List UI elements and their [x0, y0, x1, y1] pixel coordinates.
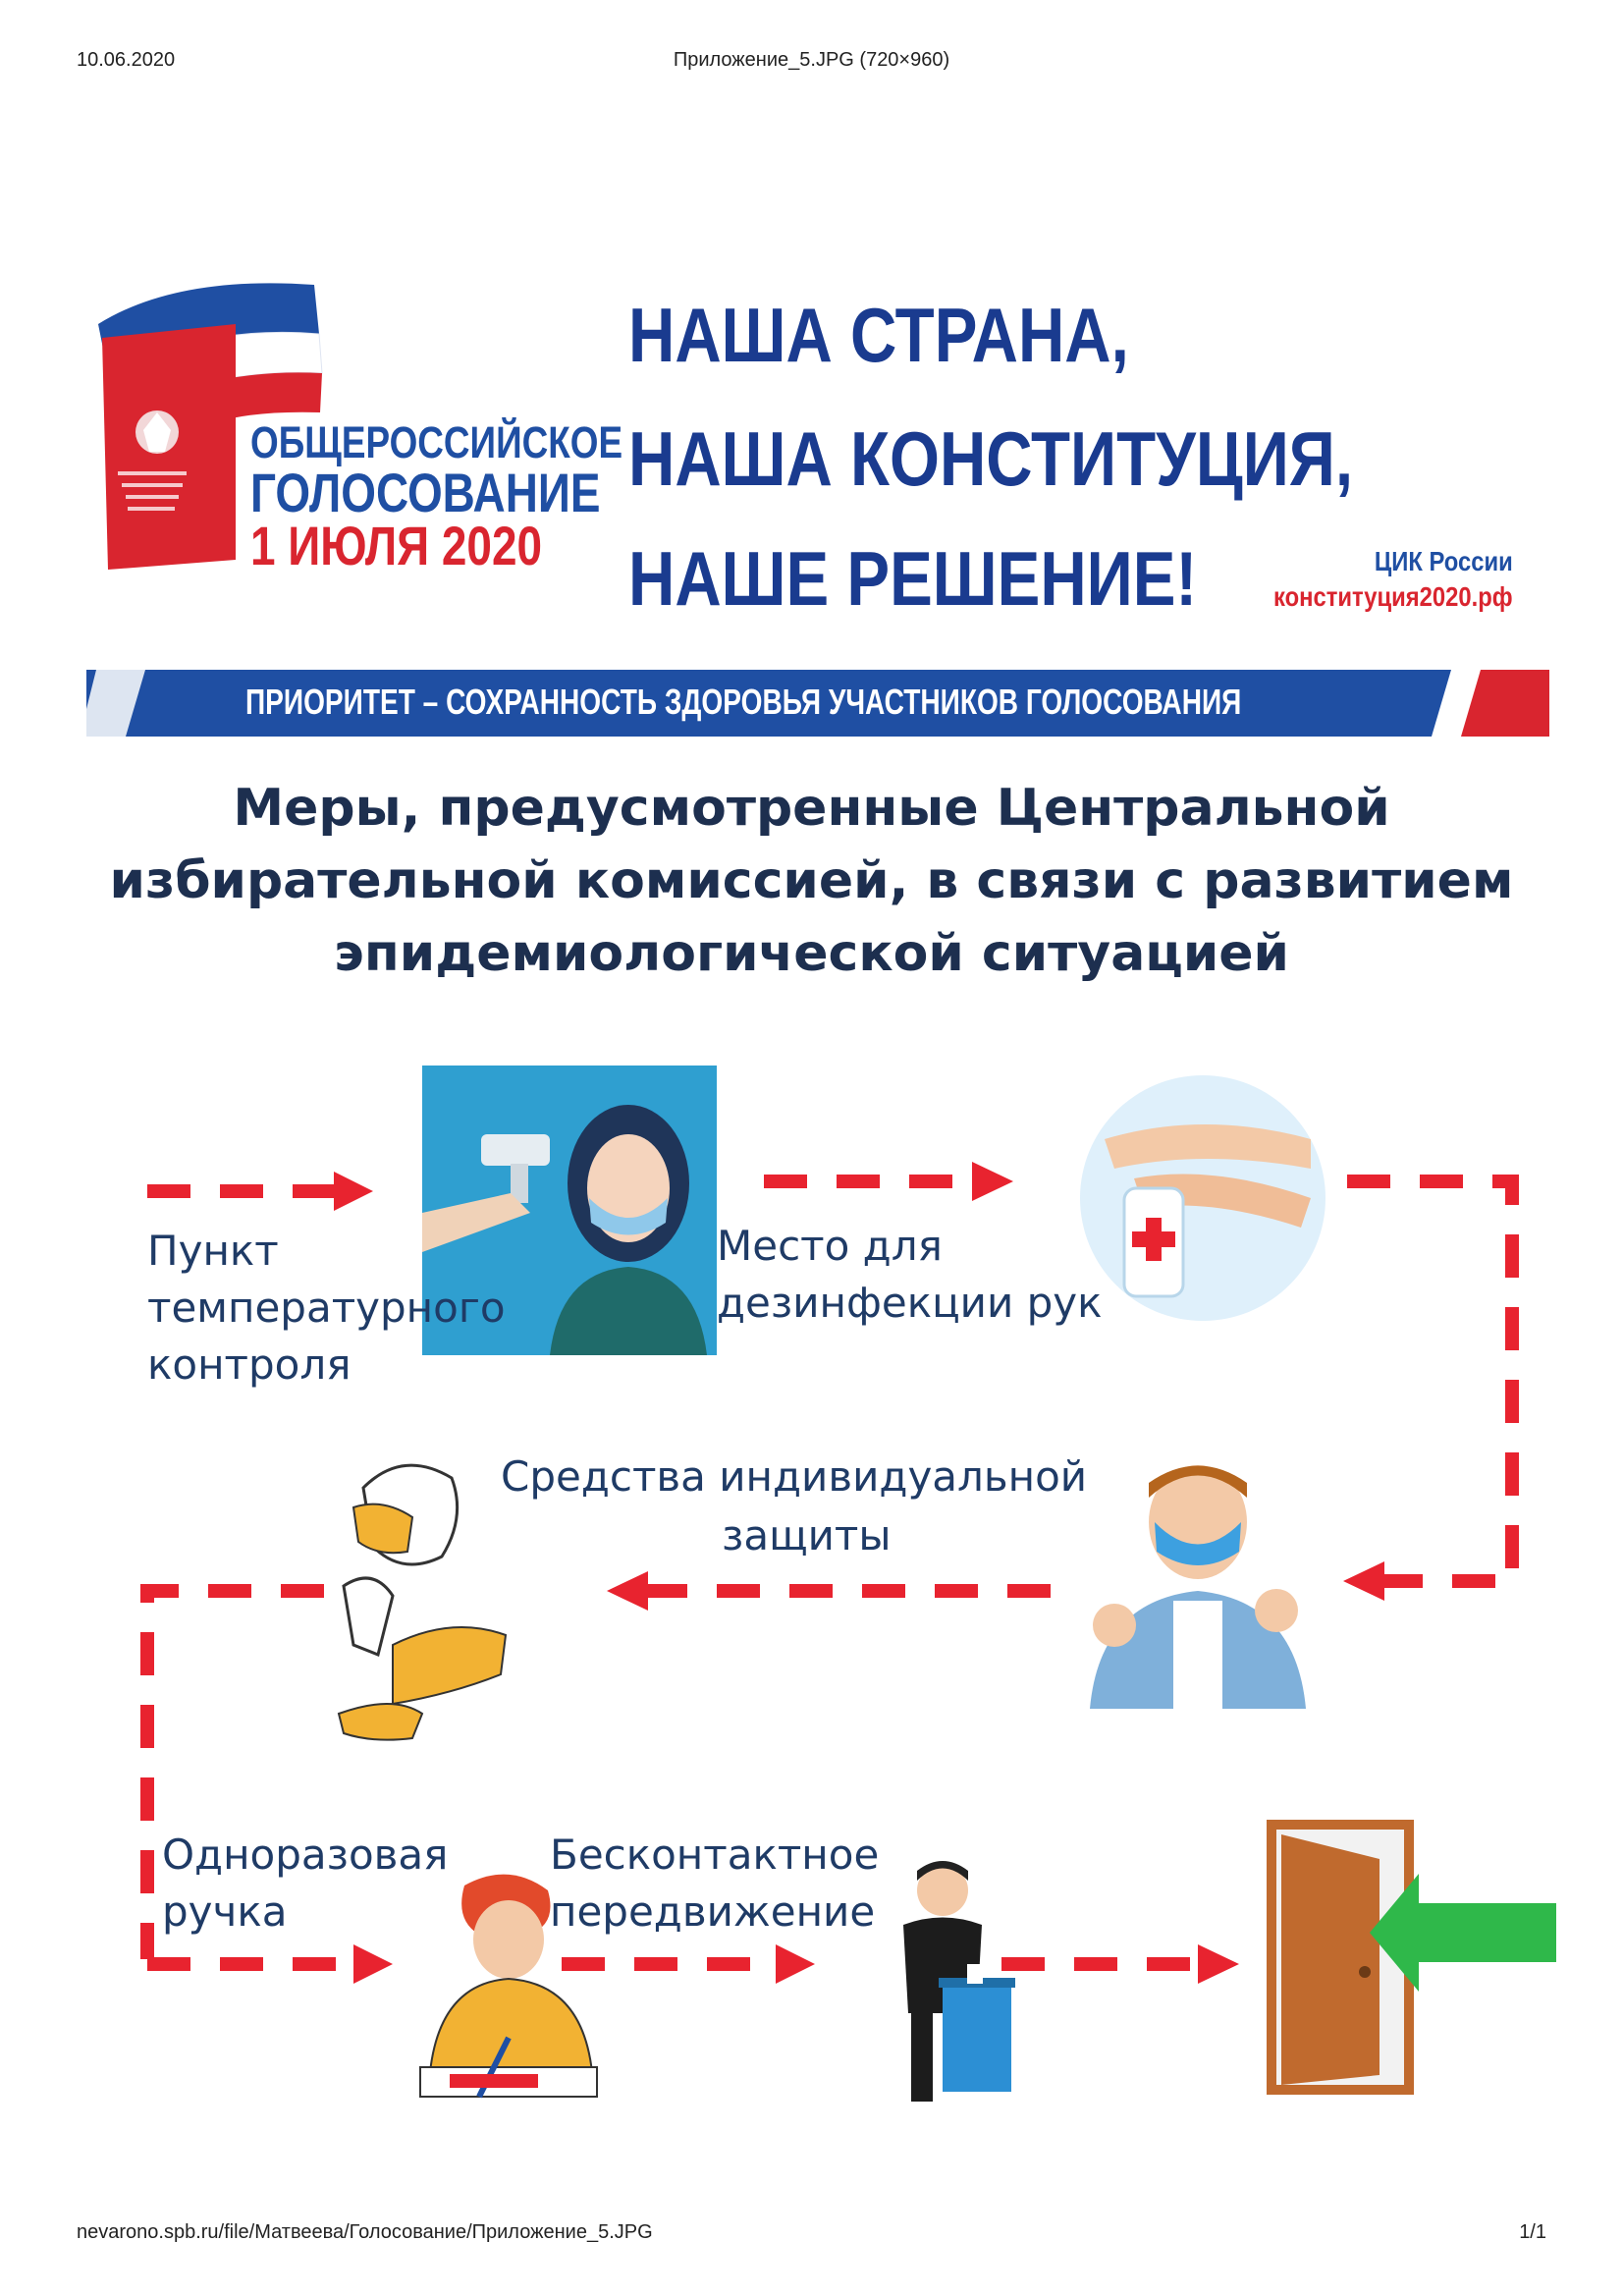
person-shirt	[430, 1979, 592, 2072]
headline-line-1: НАША СТРАНА,	[628, 292, 1129, 378]
glove-icon	[393, 1627, 506, 1704]
arrow-head-3	[1343, 1561, 1384, 1601]
ballot-box-icon	[943, 1984, 1011, 2092]
label-contactless-1: Бесконтактное	[550, 1831, 880, 1879]
headline-line-3: НАШЕ РЕШЕНИЕ!	[628, 535, 1198, 622]
print-page-number: 1/1	[1519, 2221, 1546, 2243]
thumbs-up-icon-2	[1255, 1589, 1298, 1632]
cik-name: ЦИК России	[1375, 546, 1513, 576]
hand-disinfection-illustration	[1075, 1070, 1330, 1326]
logo-line-1: ОБЩЕРОССИЙСКОЕ	[250, 417, 623, 467]
print-date: 10.06.2020	[77, 49, 176, 71]
label-disinfection-2: дезинфекции рук	[717, 1279, 1103, 1327]
label-temperature-2: температурного	[147, 1284, 506, 1332]
arrow-head-1	[334, 1172, 373, 1211]
door-icon	[1281, 1834, 1380, 2085]
thumbs-up-icon	[1093, 1604, 1136, 1647]
subtitle-line-2: избирательной комиссией, в связи с развитием	[109, 851, 1514, 910]
arrow-head-4	[607, 1571, 648, 1611]
logo-line-2: ГОЛОСОВАНИЕ	[250, 462, 601, 523]
glove-icon-2	[339, 1704, 422, 1740]
arrow-head-2	[972, 1162, 1013, 1201]
exit-door-illustration	[1262, 1815, 1556, 2109]
label-protection-2: защиты	[722, 1511, 892, 1559]
subtitle-line-3: эпидемиологической ситуацией	[334, 924, 1289, 983]
print-title: Приложение_5.JPG (720×960)	[673, 49, 950, 71]
thermometer-icon	[481, 1134, 550, 1166]
label-disinfection-1: Место для	[717, 1222, 943, 1270]
voter-ballot-illustration	[874, 1856, 1021, 2106]
cik-site: конституция2020.рф	[1273, 581, 1513, 612]
person-face	[473, 1900, 544, 1979]
label-pen-1: Одноразовая	[162, 1831, 449, 1879]
headline-line-2: НАША КОНСТИТУЦИЯ,	[628, 415, 1354, 502]
logo-line-3: 1 ИЮЛЯ 2020	[250, 515, 543, 576]
masked-man-illustration	[1060, 1453, 1325, 1709]
print-url: nevarono.spb.ru/file/Матвеева/Голосование/Приложение_5.JPG	[77, 2221, 653, 2243]
arrow-head-7	[1198, 1944, 1239, 1984]
label-temperature-1: Пункт	[147, 1227, 279, 1275]
arrow-head-6	[776, 1944, 815, 1984]
label-temperature-3: контроля	[147, 1340, 352, 1389]
arrow-head-5	[353, 1944, 393, 1984]
label-contactless-2: передвижение	[550, 1887, 876, 1936]
label-protection-1: Средства индивидуальной	[501, 1452, 1088, 1501]
banner-text: ПРИОРИТЕТ – СОХРАННОСТЬ ЗДОРОВЬЯ УЧАСТНИКОВ ГОЛОСОВАНИЯ	[245, 682, 1242, 722]
subtitle-line-1: Меры, предусмотренные Центральной	[233, 779, 1390, 838]
route-segment-3	[1347, 1181, 1512, 1581]
face-mask-icon	[353, 1504, 412, 1554]
ballot-paper	[967, 1964, 983, 1984]
label-pen-2: ручка	[162, 1887, 288, 1936]
